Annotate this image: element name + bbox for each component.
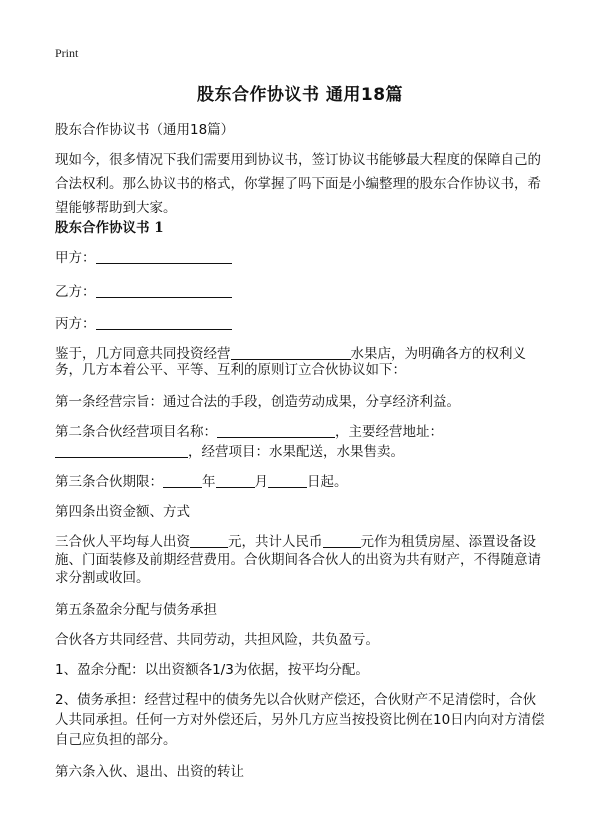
article-2-text: ，主要经营地址：	[335, 424, 443, 440]
party-a-blank	[96, 250, 232, 265]
intro-line: 望能够帮助到大家。	[55, 200, 177, 216]
year-blank	[163, 474, 202, 489]
party-a-label: 甲方：	[55, 250, 96, 266]
article-2-text: 第二条合伙经营项目名称：	[55, 424, 217, 440]
whereas-line: 务，几方本着公平、平等、互利的原则订立合伙协议如下：	[55, 362, 406, 378]
article-4-heading: 第四条出资金额、方式	[55, 504, 190, 520]
article-4-text: 元作为租赁房屋、添置设备设	[360, 534, 536, 550]
article-4-text: 元，共计人民币	[228, 534, 323, 550]
whereas-text: 水果店，为明确各方的权利义	[350, 346, 526, 362]
whereas-text: 鉴于，几方同意共同投资经营	[55, 346, 231, 362]
article-3-text: 月	[254, 474, 268, 490]
party-b-line	[55, 280, 550, 304]
article-3-text: 日起。	[307, 474, 348, 490]
day-blank	[268, 474, 307, 489]
article-5-clause-1: 1、盈余分配：以出资额各1/3为依据，按平均分配。	[55, 662, 369, 678]
party-c-label: 丙方：	[55, 316, 96, 332]
article-5-heading: 第五条盈余分配与债务承担	[55, 602, 217, 618]
month-blank	[216, 474, 255, 489]
document-subtitle: 股东合作协议书（通用18篇）	[55, 122, 235, 138]
address-blank	[55, 444, 188, 459]
article-4-line: 求分割或收回。	[55, 570, 150, 586]
article-1: 第一条经营宗旨：通过合法的手段，创造劳动成果，分享经济利益。	[55, 394, 460, 410]
party-c-line	[55, 312, 550, 336]
party-a-line	[55, 246, 550, 270]
article-5-clause-2: 自己应负担的部分。	[55, 732, 177, 748]
intro-line: 现如今，很多情况下我们需要用到协议书，签订协议书能够最大程度的保障自己的	[55, 152, 541, 168]
article-3-text: 第三条合伙期限：	[55, 474, 163, 490]
article-2-line	[55, 440, 550, 464]
party-c-blank	[96, 316, 232, 331]
print-link[interactable]: Print	[55, 46, 79, 60]
article-2-text: ，经营项目：水果配送，水果售卖。	[188, 444, 404, 460]
article-5-clause-2: 2、债务承担：经营过程中的债务先以合伙财产偿还，合伙财产不足清偿时，合伙	[55, 692, 537, 708]
section-heading: 股东合作协议书 1	[55, 220, 164, 236]
total-blank	[323, 534, 361, 549]
party-b-blank	[96, 284, 232, 299]
project-name-blank	[217, 424, 335, 439]
document-title: 股东合作协议书 通用18篇	[196, 85, 404, 105]
article-4-text: 三合伙人平均每人出资	[55, 534, 190, 550]
intro-line: 合法权利。那么协议书的格式，你掌握了吗下面是小编整理的股东合作协议书，希	[55, 176, 541, 192]
article-6-heading: 第六条入伙、退出、出资的转让	[55, 764, 244, 780]
article-5-text: 合伙各方共同经营、共同劳动，共担风险，共负盈亏。	[55, 632, 379, 648]
party-b-label: 乙方：	[55, 284, 96, 300]
article-5-clause-2: 人共同承担。任何一方对外偿还后，另外几方应当按投资比例在10日内向对方清偿	[55, 712, 545, 728]
article-3-text: 年	[202, 474, 216, 490]
contribution-blank	[190, 534, 228, 549]
article-3-line	[55, 470, 550, 494]
article-4-line: 施、门面装修及前期经营费用。合伙期间各合伙人的出资为共有财产，不得随意请	[55, 552, 541, 568]
